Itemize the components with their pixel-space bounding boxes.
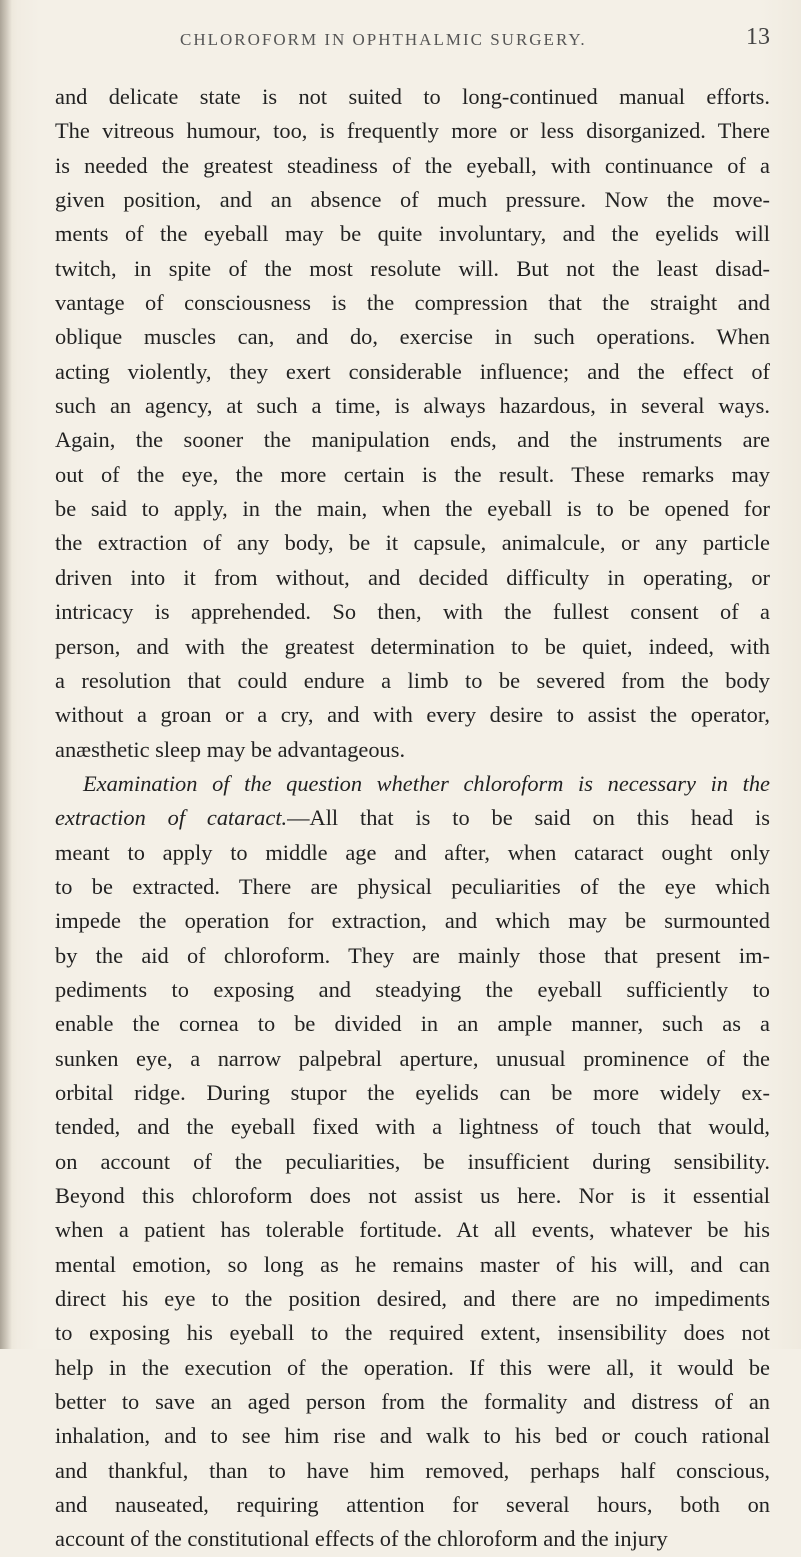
- section-heading-line: [55, 767, 770, 801]
- body-text: [55, 80, 770, 1557]
- text-line: is needed the greatest steadiness of the eyeball, with continuance of a: [55, 152, 770, 178]
- text-line: and thankful, than to have him removed, perhaps half conscious,: [55, 1457, 770, 1483]
- text-line: Again, the sooner the manipulation ends, and the instruments are: [55, 427, 770, 453]
- text-line: account of the constitutional effects of the chloroform and the injury: [55, 1526, 668, 1552]
- text-line: vantage of consciousness is the compression that the straight and: [55, 290, 770, 316]
- text-line: sunken eye, a narrow palpebral aperture, unusual prominence of the: [55, 1045, 770, 1071]
- text-line: direct his eye to the position desired, and there are no impediments: [55, 1286, 770, 1312]
- page-number: 13: [746, 24, 770, 50]
- text-line: and nauseated, requiring attention for several hours, both on: [55, 1492, 770, 1518]
- text-line: the extraction of any body, be it capsule, animalcule, or any particle: [55, 530, 770, 556]
- section-heading-line: [55, 801, 770, 835]
- text-line: given position, and an absence of much pressure. Now the move-: [55, 187, 770, 213]
- text-line: enable the cornea to be divided in an ample manner, such as a: [55, 1011, 770, 1037]
- text-line: to exposing his eyeball to the required extent, insensibility does not: [55, 1320, 770, 1346]
- text-line: driven into it from without, and decided difficulty in operating, or: [55, 564, 770, 590]
- text-line: tended, and the eyeball fixed with a lightness of touch that would,: [55, 1114, 770, 1140]
- text-line: intricacy is apprehended. So then, with the fullest consent of a: [55, 599, 770, 625]
- text-line: without a groan or a cry, and with every desire to assist the operator,: [55, 702, 770, 728]
- text-line: and delicate state is not suited to long-continued manual efforts.: [55, 84, 770, 109]
- section-heading-rest: —All that is to be said on this head is: [287, 805, 770, 831]
- text-line: meant to apply to middle age and after, when cataract ought only: [55, 839, 770, 865]
- text-line: twitch, in spite of the most resolute will. But not the least disad-: [55, 255, 770, 281]
- running-title: CHLOROFORM IN OPHTHALMIC SURGERY.: [180, 30, 587, 49]
- section-heading-italic: Examination of the question whether chloroform is necessary in the: [83, 770, 770, 796]
- text-line: help in the execution of the operation. If this were all, it would be: [55, 1354, 770, 1380]
- text-line: to be extracted. There are physical peculiarities of the eye which: [55, 873, 770, 899]
- text-line: The vitreous humour, too, is frequently more or less disorganized. There: [55, 118, 770, 144]
- text-line: anæsthetic sleep may be advantageous.: [55, 736, 406, 762]
- text-line: a resolution that could endure a limb to be severed from the body: [55, 667, 770, 693]
- text-line: acting violently, they exert considerable influence; and the effect of: [55, 358, 770, 384]
- text-line: on account of the peculiarities, be insufficient during sensibility.: [55, 1148, 770, 1174]
- text-line: be said to apply, in the main, when the eyeball is to be opened for: [55, 496, 770, 522]
- text-line: pediments to exposing and steadying the eyeball sufficiently to: [55, 976, 770, 1002]
- text-line: mental emotion, so long as he remains master of his will, and can: [55, 1251, 770, 1277]
- binding-shadow: [0, 0, 12, 1349]
- text-line: impede the operation for extraction, and which may be surmounted: [55, 908, 770, 934]
- running-head: [80, 24, 770, 70]
- text-line: such an agency, at such a time, is always hazardous, in several ways.: [55, 393, 770, 419]
- text-line: better to save an aged person from the formality and distress of an: [55, 1389, 770, 1415]
- text-line: out of the eye, the more certain is the result. These remarks may: [55, 461, 770, 487]
- text-line: inhalation, and to see him rise and walk to his bed or couch rational: [55, 1423, 770, 1449]
- text-line: when a patient has tolerable fortitude. At all events, whatever be his: [55, 1217, 770, 1243]
- text-line: person, and with the greatest determination to be quiet, indeed, with: [55, 633, 770, 659]
- section-heading-italic: extraction of cataract.: [55, 805, 288, 831]
- text-line: ments of the eyeball may be quite involuntary, and the eyelids will: [55, 221, 770, 247]
- text-line: oblique muscles can, and do, exercise in such operations. When: [55, 324, 770, 350]
- text-line: by the aid of chloroform. They are mainly those that present im-: [55, 942, 770, 968]
- text-line: Beyond this chloroform does not assist us here. Nor is it essential: [55, 1183, 770, 1208]
- text-line: orbital ridge. During stupor the eyelids can be more widely ex-: [55, 1079, 770, 1105]
